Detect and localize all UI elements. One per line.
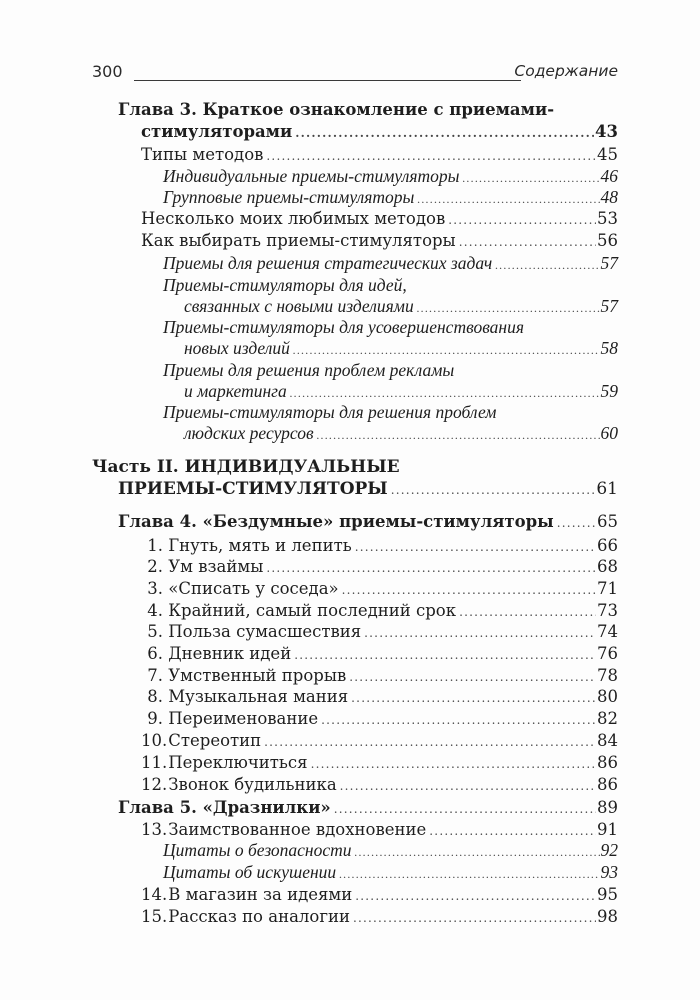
page-ref: 80 (597, 687, 618, 706)
page-ref: 59 (600, 381, 618, 401)
toc-entry-line1[interactable]: Приемы-стимуляторы для усовершенствования (163, 317, 524, 337)
toc-entry[interactable]: Цитаты об искушении ..... 93 (163, 862, 618, 883)
toc-entry[interactable]: 5. Польза сумасшествия ..... 74 (141, 621, 618, 642)
page-ref: 48 (600, 187, 618, 207)
page-ref: 57 (600, 296, 618, 316)
page-ref: 53 (597, 209, 618, 228)
leader-dots (351, 688, 596, 709)
toc-entry[interactable]: 10. Стереотип ..... 84 (141, 730, 618, 751)
page-ref: 98 (597, 907, 618, 926)
toc-entry[interactable]: Групповые приемы-стимуляторы ..... 48 (163, 187, 618, 208)
page-ref: 78 (597, 666, 618, 685)
leader-dots (321, 710, 596, 731)
page-ref: 86 (597, 753, 618, 772)
page-ref: 45 (597, 145, 618, 164)
toc-part-2-title[interactable]: Часть II. ИНДИВИДУАЛЬНЫЕ (92, 457, 400, 477)
toc-entry[interactable]: 15. Рассказ по аналогии ..... 98 (141, 906, 618, 927)
leader-dots (355, 886, 596, 907)
leader-dots (557, 513, 596, 534)
toc-entry[interactable]: Цитаты о безопасности ..... 92 (163, 840, 618, 861)
page-ref: 66 (597, 536, 618, 555)
page-ref: 93 (600, 862, 618, 882)
leader-dots (266, 146, 596, 167)
toc-entry[interactable]: 13. Заимствованное вдохновение ..... 91 (141, 819, 618, 840)
page-ref: 71 (597, 579, 618, 598)
page-ref: 43 (595, 122, 618, 141)
toc-entry[interactable]: Несколько моих любимых методов ..... 53 (141, 208, 618, 229)
page-ref: 68 (597, 557, 618, 576)
leader-dots (290, 383, 600, 404)
toc-part-2[interactable]: ПРИЕМЫ-СТИМУЛЯТОРЫ ..... 61 (118, 479, 618, 500)
toc-entry[interactable]: Индивидуальные приемы-стимуляторы ..... 46 (163, 166, 618, 187)
leader-dots (459, 602, 596, 623)
page-ref: 58 (600, 338, 618, 358)
page-ref: 46 (600, 166, 618, 186)
leader-dots (391, 480, 596, 501)
toc-chapter-5[interactable]: Глава 5. «Дразнилки» ..... 89 (118, 797, 618, 818)
leader-dots (462, 168, 599, 189)
toc-entry[interactable]: новых изделий ..... 58 (184, 338, 618, 359)
leader-dots (342, 580, 596, 601)
toc-chapter-3-title[interactable]: Глава 3. Краткое ознакомление с приемами- (118, 100, 555, 119)
toc-entry-line1[interactable]: Приемы для решения проблем рекламы (163, 360, 455, 380)
toc-entry[interactable]: Как выбирать приемы-стимуляторы ..... 56 (141, 230, 618, 251)
leader-dots (264, 732, 596, 753)
leader-dots (311, 754, 596, 775)
toc-entry[interactable]: и маркетинга ..... 59 (184, 381, 618, 402)
toc-entry[interactable]: Приемы для решения стратегических задач ..... 57 (163, 253, 618, 274)
leader-dots (339, 864, 599, 885)
leader-dots (293, 340, 600, 361)
page-number: 300 (92, 62, 123, 81)
toc-entry[interactable]: 6. Дневник идей ..... 76 (141, 643, 618, 664)
leader-dots (429, 821, 596, 842)
leader-dots (334, 799, 596, 820)
toc-entry-line1[interactable]: Приемы-стимуляторы для решения проблем (163, 402, 497, 422)
leader-dots (349, 667, 596, 688)
page-ref: 74 (597, 622, 618, 641)
toc-chapter-3[interactable]: стимуляторами ..... 43 (141, 121, 618, 142)
page-ref: 60 (600, 423, 618, 443)
toc-entry[interactable]: Типы методов ..... 45 (141, 144, 618, 165)
page-ref: 92 (600, 840, 618, 860)
toc-entry[interactable]: 2. Ум взаймы ..... 68 (141, 556, 618, 577)
page-ref: 61 (596, 479, 618, 499)
toc-entry[interactable]: 14. В магазин за идеями ..... 95 (141, 884, 618, 905)
toc-entry[interactable]: 4. Крайний, самый последний срок ..... 73 (141, 600, 618, 621)
toc-entry[interactable]: связанных с новыми изделиями ..... 57 (184, 296, 618, 317)
toc-entry[interactable]: 1. Гнуть, мять и лепить ..... 66 (141, 535, 618, 556)
toc-entry[interactable]: людских ресурсов ..... 60 (184, 423, 618, 444)
toc-entry[interactable]: 9. Переименование ..... 82 (141, 708, 618, 729)
leader-dots (355, 842, 600, 863)
page-ref: 82 (597, 709, 618, 728)
page-ref: 91 (597, 820, 618, 839)
leader-dots (417, 298, 600, 319)
page-ref: 84 (597, 731, 618, 750)
leader-dots (364, 623, 596, 644)
toc-entry[interactable]: 8. Музыкальная мания ..... 80 (141, 686, 618, 707)
leader-dots (353, 908, 596, 929)
page-ref: 56 (597, 231, 618, 250)
toc-chapter-4[interactable]: Глава 4. «Бездумные» приемы-стимуляторы ..... 65 (118, 511, 618, 532)
page-ref: 86 (597, 775, 618, 794)
page-ref: 73 (597, 601, 618, 620)
leader-dots (459, 232, 596, 253)
section-title: Содержание (514, 62, 618, 80)
leader-dots (417, 189, 599, 210)
leader-dots (495, 255, 599, 276)
leader-dots (448, 210, 596, 231)
page-ref: 76 (597, 644, 618, 663)
leader-dots (294, 645, 596, 666)
toc-entry[interactable]: 11. Переключиться ..... 86 (141, 752, 618, 773)
leader-dots (340, 776, 596, 797)
leader-dots (317, 425, 600, 446)
toc-entry[interactable]: 7. Умственный прорыв ..... 78 (141, 665, 618, 686)
leader-dots (355, 537, 596, 558)
leader-dots (295, 123, 594, 144)
page-ref: 89 (597, 798, 618, 817)
toc-entry[interactable]: 3. «Списать у соседа» ..... 71 (141, 578, 618, 599)
page-ref: 57 (600, 253, 618, 273)
toc-entry-line1[interactable]: Приемы-стимуляторы для идей, (163, 275, 407, 295)
page-ref: 95 (597, 885, 618, 904)
page-ref: 65 (597, 512, 618, 531)
leader-dots (266, 558, 596, 579)
toc-entry[interactable]: 12. Звонок будильника ..... 86 (141, 774, 618, 795)
